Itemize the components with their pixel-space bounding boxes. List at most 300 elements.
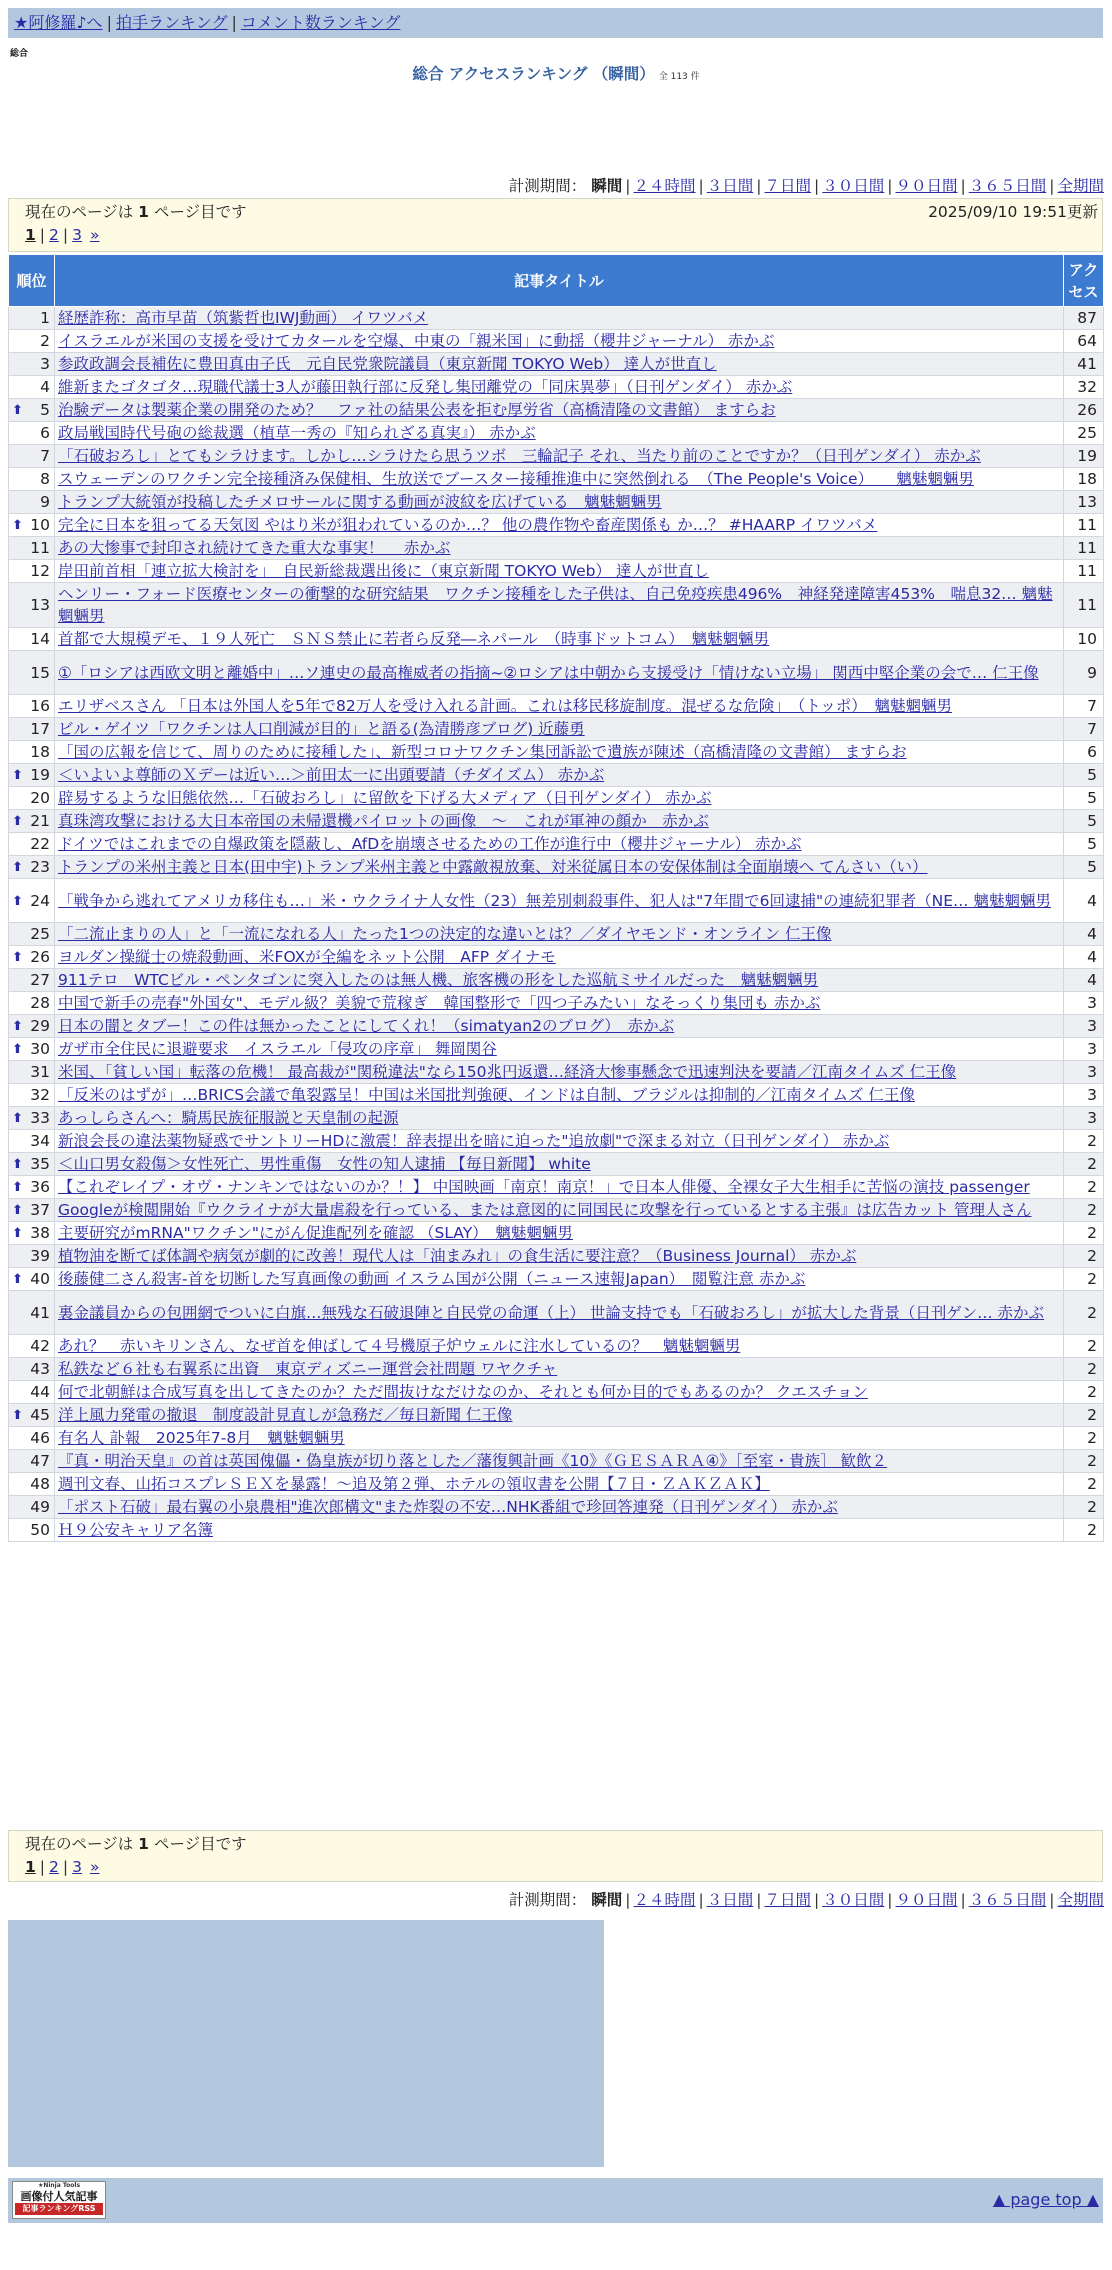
article-link[interactable]: 「戦争から逃れてアメリカ移住も…」米・ウクライナ人女性（23）無差別刺殺事件、犯人は"7年間で6回逮捕"の連続犯罪者（NE… 魑魅魍魎男 — [58, 891, 1051, 910]
rank-number: 49 — [30, 1498, 50, 1516]
rank-number: 9 — [40, 493, 50, 511]
rank-cell — [9, 1015, 55, 1038]
rank-cell — [9, 946, 55, 969]
rank-number: 7 — [40, 447, 50, 465]
title-cell — [55, 537, 1064, 560]
article-link[interactable]: 911テロ WTCビル・ペンタゴンに突入したのは無人機、旅客機の形をした巡航ミサイルだった 魑魅魍魎男 — [58, 971, 819, 989]
rank-number: 45 — [30, 1406, 50, 1424]
access-count: 2 — [1064, 1496, 1104, 1519]
article-link[interactable]: ビル・ゲイツ「ワクチンは人口削減が目的」と語る(為清勝彦ブログ) 近藤勇 — [58, 720, 585, 738]
article-link[interactable]: 「反米のはずが」…BRICS会議で亀裂露呈！中国は米国批判強硬、インドは自制、ブラジルは抑制的／江南タイムズ 仁王像 — [58, 1086, 915, 1104]
title-cell — [55, 1038, 1064, 1061]
table-row — [9, 1427, 1104, 1450]
table-row — [9, 1084, 1104, 1107]
article-link[interactable]: 後藤健二さん殺害-首を切断した写真画像の動画 イスラム国が公開（ニュース速報Japan） 閲覧注意 赤かぶ — [58, 1270, 806, 1288]
rank-number: 10 — [30, 516, 50, 534]
article-link[interactable]: 「二流止まりの人」と「一流になれる人」たった1つの決定的な違いとは？／ダイヤモンド・オンライン 仁王像 — [58, 925, 832, 943]
table-row — [9, 1381, 1104, 1404]
article-link[interactable]: 日本の闇とタブー！この件は無かったことにしてくれ！（simatyan2のブログ） 赤かぶ — [58, 1017, 675, 1035]
access-count: 4 — [1064, 879, 1104, 923]
article-link[interactable]: あれ？ 赤いキリンさん、なぜ首を伸ばして４号機原子炉ウェルに注水しているの？ 魑魅魍魎男 — [58, 1337, 741, 1355]
rank-number: 18 — [30, 743, 50, 761]
title-cell — [55, 468, 1064, 491]
nav-link-asyura[interactable]: ★阿修羅♪へ — [14, 13, 103, 32]
page-3-link[interactable]: 3 — [72, 1858, 83, 1876]
table-row — [9, 353, 1104, 376]
article-link[interactable]: 主要研究がmRNA"ワクチン"にがん促進配列を確認 （SLAY） 魑魅魍魎男 — [58, 1224, 573, 1242]
title-cell — [55, 946, 1064, 969]
footer — [8, 2178, 1103, 2223]
table-row — [9, 1473, 1104, 1496]
title-cell — [55, 810, 1064, 833]
pager-bottom — [8, 1830, 1103, 1882]
table-row — [9, 330, 1104, 353]
rank-cell — [9, 992, 55, 1015]
table-row — [9, 376, 1104, 399]
rank-cell — [9, 1268, 55, 1291]
rank-up-arrow-icon: ⬆ — [12, 1042, 23, 1057]
access-count: 2 — [1064, 1176, 1104, 1199]
title-cell — [55, 923, 1064, 946]
ranking-header-row — [9, 255, 1104, 307]
period-link-365d[interactable]: ３６５日間 — [968, 1891, 1047, 1909]
table-row — [9, 491, 1104, 514]
access-count: 3 — [1064, 1015, 1104, 1038]
article-link[interactable]: ＜山口男女殺傷＞女性死亡、男性重傷 女性の知人逮捕 【毎日新聞】 white — [58, 1155, 591, 1173]
table-row — [9, 1176, 1104, 1199]
category-label: 総合 — [10, 49, 29, 59]
table-row — [9, 422, 1104, 445]
rank-number: 8 — [40, 470, 50, 488]
pagination: 1 | 2 | 3 » — [25, 226, 100, 244]
rank-number: 17 — [30, 720, 50, 738]
rank-number: 46 — [30, 1429, 50, 1447]
title-cell — [55, 1427, 1064, 1450]
period-link-30d[interactable]: ３０日間 — [822, 177, 885, 195]
access-count: 32 — [1064, 376, 1104, 399]
article-link[interactable]: Ｈ９公安キャリア名簿 — [58, 1521, 214, 1539]
rank-cell — [9, 1450, 55, 1473]
table-row — [9, 1153, 1104, 1176]
article-link[interactable]: 【これぞレイプ・オヴ・ナンキンではないのか？！】 中国映画「南京！南京！」で日本人俳優、全裸女子大生相手に苦悩の演技 passenger — [58, 1178, 1030, 1196]
table-row — [9, 1038, 1104, 1061]
article-link[interactable]: あの大惨事で封印され続けてきた重大な事実！ 赤かぶ — [58, 539, 451, 557]
title-cell — [55, 376, 1064, 399]
title-cell — [55, 651, 1064, 695]
rank-number: 15 — [30, 663, 50, 682]
title-cell — [55, 1199, 1064, 1222]
title-cell — [55, 1268, 1064, 1291]
rank-number: 21 — [30, 812, 50, 830]
article-link[interactable]: ＜いよいよ尊師のＸデーは近い…＞前田太一に出頭要請（チダイズム） 赤かぶ — [58, 766, 605, 784]
rank-up-arrow-icon: ⬆ — [12, 1180, 23, 1195]
rank-number: 50 — [30, 1521, 50, 1539]
access-count: 5 — [1064, 810, 1104, 833]
article-link[interactable]: 裏金議員からの包囲網でついに白旗…無残な石破退陣と自民党の命運（上） 世論支持でも「石破おろし」が拡大した背景（日刊ゲン… 赤かぶ — [58, 1303, 1045, 1322]
article-link[interactable]: 「国の広報を信じて、周りのために接種した」、新型コロナワクチン集団訴訟で遺族が陳述（高橋清隆の文書館） ますらお — [58, 743, 907, 761]
table-row — [9, 445, 1104, 468]
rank-number: 38 — [30, 1224, 50, 1242]
rank-number: 20 — [30, 789, 50, 807]
next-page-link[interactable]: » — [90, 226, 100, 244]
article-link[interactable]: 新浪会長の違法薬物疑惑でサントリーHDに激震！辞表提出を暗に迫った"追放劇"で深まる対立（日刊ゲンダイ） 赤かぶ — [58, 1132, 890, 1150]
rank-cell — [9, 422, 55, 445]
rank-cell — [9, 787, 55, 810]
rank-cell — [9, 810, 55, 833]
table-row — [9, 1199, 1104, 1222]
table-row — [9, 1450, 1104, 1473]
page-2-link[interactable]: 2 — [49, 1858, 59, 1876]
table-row — [9, 787, 1104, 810]
table-row — [9, 651, 1104, 695]
title-cell — [55, 1358, 1064, 1381]
article-link[interactable]: Googleが検閲開始『ウクライナが大量虐殺を行っている、または意図的に同国民に攻撃を行っているとする主張』は広告カット 管理人さん — [58, 1201, 1032, 1219]
article-link[interactable]: 『真・明治天皇』の首は英国傀儡・偽皇族が切り落とした／藩復興計画《10》《ＧＥＳＡＲＡ④》［至室・貴族］ 歓飲２ — [58, 1452, 888, 1470]
rank-number: 44 — [30, 1383, 50, 1401]
title-cell — [55, 1015, 1064, 1038]
rank-number: 39 — [30, 1247, 50, 1265]
article-link[interactable]: 完全に日本を狙ってる天気図 やはり米が狙われているのか…？ 他の農作物や畜産関係も か…？ #HAARP イワツバメ — [58, 516, 878, 534]
title-cell — [55, 560, 1064, 583]
title-cell — [55, 1519, 1064, 1542]
rank-number: 40 — [30, 1270, 50, 1288]
nav-separator: | — [106, 13, 112, 32]
access-count: 7 — [1064, 718, 1104, 741]
rank-cell — [9, 923, 55, 946]
rank-number: 2 — [40, 332, 50, 350]
rank-cell — [9, 491, 55, 514]
article-link[interactable]: 植物油を断てば体調や病気が劇的に改善！現代人は「油まみれ」の食生活に要注意？（Business Journal） 赤かぶ — [58, 1247, 857, 1265]
title-cell — [55, 1130, 1064, 1153]
rank-cell — [9, 1084, 55, 1107]
rank-cell — [9, 764, 55, 787]
title-cell — [55, 833, 1064, 856]
period-link-7d[interactable]: ７日間 — [764, 1891, 811, 1909]
period-link-90d[interactable]: ９０日間 — [895, 1891, 958, 1909]
rank-cell — [9, 330, 55, 353]
article-link[interactable]: 中国で新手の売春"外国女"、モデル級？美貌で荒稼ぎ 韓国整形で「四つ子みたい」なそっくり集団も 赤かぶ — [58, 994, 821, 1012]
article-link[interactable]: 真珠湾攻撃における大日本帝国の未帰還機パイロットの画像 ～ これが軍神の顔か 赤かぶ — [58, 812, 709, 830]
ranking-table — [8, 254, 1104, 1542]
rank-cell — [9, 1291, 55, 1335]
rank-number: 35 — [30, 1155, 50, 1173]
article-link[interactable]: ヘンリー・フォード医療センターの衝撃的な研究結果 ワクチン接種をした子供は、自己免疫疾患496% 神経発達障害453% 喘息32… 魑魅魍魎男 — [58, 585, 1053, 625]
rank-cell — [9, 651, 55, 695]
title-cell — [55, 628, 1064, 651]
article-link[interactable]: トランプ大統領が投稿したチメロサールに関する動画が波紋を広げている 魑魅魍魎男 — [58, 493, 662, 511]
rank-number: 28 — [30, 994, 50, 1012]
rank-up-arrow-icon: ⬆ — [12, 860, 23, 875]
table-row — [9, 1291, 1104, 1335]
access-count: 9 — [1064, 651, 1104, 695]
period-label: 計測期間： — [508, 177, 587, 195]
table-row — [9, 695, 1104, 718]
period-selector-bottom: 計測期間： 瞬間 | ２４時間 | ３日間 | ７日間 | ３０日間 | ９０日間 | ３６５日間 | 全期間 — [508, 1891, 1104, 1909]
rank-up-arrow-icon: ⬆ — [12, 1019, 23, 1034]
article-link[interactable]: 週刊文春、山拓コスプレＳＥＸを暴露！～追及第２弾、ホテルの領収書を公開【７日・ＺＡＫＺＡＫ】 — [58, 1475, 770, 1493]
page-3-link[interactable]: 3 — [72, 226, 83, 244]
nav-link-comment-ranking[interactable]: コメント数ランキング — [240, 13, 401, 32]
period-link-7d[interactable]: ７日間 — [764, 177, 811, 195]
rank-up-arrow-icon: ⬆ — [12, 518, 23, 533]
period-link-90d[interactable]: ９０日間 — [895, 177, 958, 195]
article-link[interactable]: ①「ロシアは西欧文明と離婚中」…ソ連史の最高権威者の指摘~②ロシアは中朝から支援受け「情けない立場」 関西中堅企業の会で… 仁王像 — [58, 663, 1039, 682]
table-row — [9, 833, 1104, 856]
article-link[interactable]: トランプの米州主義と日本(田中宇)トランプ米州主義と中露敵視放棄、対米従属日本の安保体制は全面崩壊へ てんさい（い） — [58, 858, 928, 876]
rank-cell — [9, 514, 55, 537]
title-cell — [55, 353, 1064, 376]
article-link[interactable]: 参政政調会長補佐に豊田真由子氏 元自民党衆院議員（東京新聞 TOKYO Web） 達人が世直し — [58, 355, 717, 373]
access-count: 3 — [1064, 992, 1104, 1015]
rank-up-arrow-icon: ⬆ — [12, 1408, 23, 1423]
page-title-text: 総合 アクセスランキング （瞬間） — [412, 65, 655, 83]
rank-cell — [9, 1245, 55, 1268]
rank-up-arrow-icon: ⬆ — [12, 814, 23, 829]
article-link[interactable]: 有名人 訃報 2025年7-8月 魑魅魍魎男 — [58, 1429, 345, 1447]
period-current: 瞬間 — [591, 177, 623, 195]
rank-number: 33 — [30, 1109, 50, 1127]
table-row — [9, 468, 1104, 491]
table-row — [9, 718, 1104, 741]
ad-placeholder — [8, 1920, 604, 2167]
table-row — [9, 810, 1104, 833]
title-cell — [55, 1404, 1064, 1427]
access-count: 4 — [1064, 946, 1104, 969]
access-count: 13 — [1064, 491, 1104, 514]
table-row — [9, 969, 1104, 992]
period-link-3d[interactable]: ３日間 — [706, 1891, 754, 1909]
rank-number: 22 — [30, 835, 50, 853]
table-row — [9, 537, 1104, 560]
rank-cell — [9, 1153, 55, 1176]
access-count: 4 — [1064, 923, 1104, 946]
article-link[interactable]: 政局戦国時代号砲の総裁選（植草一秀の『知られざる真実』） 赤かぶ — [58, 424, 536, 442]
rank-cell — [9, 560, 55, 583]
article-link[interactable]: 治験データは製薬企業の開発のため？ ファ社の結果公表を拒む厚労省（高橋清隆の文書館） ますらお — [58, 401, 776, 419]
access-count: 64 — [1064, 330, 1104, 353]
table-row — [9, 741, 1104, 764]
rank-cell — [9, 1222, 55, 1245]
rank-cell — [9, 537, 55, 560]
access-count: 11 — [1064, 583, 1104, 628]
ninja-tools-badge[interactable]: ★Ninja Tools 画像付人気記事 記事ランキングRSS — [12, 2181, 106, 2219]
access-count: 11 — [1064, 537, 1104, 560]
article-link[interactable]: 「石破おろし」とてもシラけます。しかし…シラけたら思うツボ 三輪記子 それ、当たり前のことですか？（日刊ゲンダイ） 赤かぶ — [58, 447, 981, 465]
title-cell — [55, 1473, 1064, 1496]
period-link-3d[interactable]: ３日間 — [706, 177, 754, 195]
table-row — [9, 1358, 1104, 1381]
rank-number: 30 — [30, 1040, 50, 1058]
rank-number: 32 — [30, 1086, 50, 1104]
rank-cell — [9, 969, 55, 992]
table-row — [9, 1268, 1104, 1291]
article-link[interactable]: ヨルダン操縦士の焼殺動画、米FOXが全編をネット公開 AFP ダイナモ — [58, 948, 556, 966]
table-row — [9, 399, 1104, 422]
access-count: 11 — [1064, 560, 1104, 583]
table-row — [9, 1015, 1104, 1038]
header-access: アクセス — [1064, 255, 1104, 307]
title-cell — [55, 514, 1064, 537]
rank-cell — [9, 1519, 55, 1542]
access-count: 19 — [1064, 445, 1104, 468]
period-link-24h[interactable]: ２４時間 — [633, 1891, 696, 1909]
article-link[interactable]: 辟易するような旧態依然…「石破おろし」に留飲を下げる大メディア（日刊ゲンダイ） 赤かぶ — [58, 789, 712, 807]
title-cell — [55, 856, 1064, 879]
article-link[interactable]: 洋上風力発電の撤退 制度設計見直しが急務だ／毎日新聞 仁王像 — [58, 1406, 513, 1424]
table-row — [9, 1245, 1104, 1268]
period-link-all[interactable]: 全期間 — [1057, 177, 1104, 195]
title-cell — [55, 764, 1064, 787]
table-row — [9, 923, 1104, 946]
title-cell — [55, 583, 1064, 628]
rank-number: 25 — [30, 925, 50, 943]
nav-link-applause-ranking[interactable]: 拍手ランキング — [115, 13, 228, 32]
rank-cell — [9, 1427, 55, 1450]
rank-number: 5 — [40, 401, 50, 419]
access-count: 2 — [1064, 1153, 1104, 1176]
table-row — [9, 764, 1104, 787]
article-link[interactable]: 首都で大規模デモ、１９人死亡 ＳＮＳ禁止に若者ら反発―ネパール （時事ドットコム） 魑魅魍魎男 — [58, 630, 770, 648]
page-1-current: 1 — [25, 226, 36, 244]
rank-cell — [9, 445, 55, 468]
article-link[interactable]: あっしらさんへ：騎馬民族征服説と天皇制の起源 — [58, 1109, 399, 1127]
rank-up-arrow-icon: ⬆ — [12, 1111, 23, 1126]
access-count: 3 — [1064, 1061, 1104, 1084]
title-cell — [55, 1153, 1064, 1176]
article-link[interactable]: 維新またゴタゴタ…現職代議士3人が藤田執行部に反発し集団離党の「同床異夢」（日刊ゲンダイ） 赤かぶ — [58, 378, 793, 396]
access-count: 18 — [1064, 468, 1104, 491]
title-cell — [55, 422, 1064, 445]
rank-cell — [9, 307, 55, 330]
rank-number: 42 — [30, 1337, 50, 1355]
access-count: 2 — [1064, 1199, 1104, 1222]
table-row — [9, 307, 1104, 330]
title-cell — [55, 1061, 1064, 1084]
access-count: 6 — [1064, 741, 1104, 764]
rank-number: 11 — [30, 539, 50, 557]
title-cell — [55, 1245, 1064, 1268]
article-link[interactable]: イスラエルが米国の支援を受けてカタールを空爆、中東の「親米国」に動揺（櫻井ジャーナル） 赤かぶ — [58, 332, 775, 350]
access-count: 26 — [1064, 399, 1104, 422]
access-count: 25 — [1064, 422, 1104, 445]
rank-cell — [9, 1381, 55, 1404]
access-count: 2 — [1064, 1130, 1104, 1153]
period-label: 計測期間： — [508, 1891, 587, 1909]
rank-number: 37 — [30, 1201, 50, 1219]
table-row — [9, 1496, 1104, 1519]
article-link[interactable]: 私鉄など６社も右翼系に出資 東京ディズニー運営会社問題 ワヤクチャ — [58, 1360, 558, 1378]
article-link[interactable]: スウェーデンのワクチン完全接種済み保健相、生放送でブースター接種推進中に突然倒れる （The People's Voice） 魑魅魍魎男 — [58, 470, 974, 488]
rank-up-arrow-icon: ⬆ — [12, 1272, 23, 1287]
rank-number: 12 — [30, 562, 50, 580]
title-cell — [55, 399, 1064, 422]
rank-cell — [9, 1176, 55, 1199]
access-count: 2 — [1064, 1291, 1104, 1335]
rank-up-arrow-icon: ⬆ — [12, 403, 23, 418]
page-title — [0, 62, 1112, 84]
rank-number: 19 — [30, 766, 50, 784]
access-count: 5 — [1064, 833, 1104, 856]
page-2-link[interactable]: 2 — [49, 226, 59, 244]
access-count: 11 — [1064, 514, 1104, 537]
title-cell — [55, 491, 1064, 514]
article-link[interactable]: ガザ市全住民に退避要求 イスラエル「侵攻の序章」 舞岡関谷 — [58, 1040, 497, 1058]
next-page-link[interactable]: » — [90, 1858, 100, 1876]
rank-number: 48 — [30, 1475, 50, 1493]
rank-cell — [9, 1496, 55, 1519]
rank-number: 29 — [30, 1017, 50, 1035]
article-link[interactable]: 岸田前首相「連立拡大検討を」 自民新総裁選出後に（東京新聞 TOKYO Web） 達人が世直し — [58, 562, 709, 580]
rank-number: 14 — [30, 630, 50, 648]
updated-time: 2025/09/10 19:51更新 — [928, 203, 1098, 221]
table-row — [9, 560, 1104, 583]
rank-cell — [9, 833, 55, 856]
total-count: 全 113 件 — [658, 72, 700, 82]
rank-up-arrow-icon: ⬆ — [12, 893, 23, 909]
rank-cell — [9, 879, 55, 923]
title-cell — [55, 992, 1064, 1015]
article-link[interactable]: ドイツではこれまでの自爆政策を隠蔽し、AfDを崩壊させるための工作が進行中（櫻井ジャーナル） 赤かぶ — [58, 835, 802, 853]
title-cell — [55, 1335, 1064, 1358]
rank-cell — [9, 583, 55, 628]
table-row — [9, 1222, 1104, 1245]
access-count: 2 — [1064, 1358, 1104, 1381]
access-count: 2 — [1064, 1450, 1104, 1473]
rank-cell — [9, 399, 55, 422]
period-link-all[interactable]: 全期間 — [1057, 1891, 1104, 1909]
table-row — [9, 628, 1104, 651]
period-link-30d[interactable]: ３０日間 — [822, 1891, 885, 1909]
rank-up-arrow-icon: ⬆ — [12, 1203, 23, 1218]
title-cell — [55, 307, 1064, 330]
period-selector-top: 計測期間： 瞬間 | ２４時間 | ３日間 | ７日間 | ３０日間 | ９０日間 | ３６５日間 | 全期間 — [508, 177, 1104, 195]
period-link-365d[interactable]: ３６５日間 — [968, 177, 1047, 195]
rank-up-arrow-icon: ⬆ — [12, 1226, 23, 1241]
rank-number: 31 — [30, 1063, 50, 1081]
rank-number: 24 — [30, 891, 50, 910]
rank-cell — [9, 1335, 55, 1358]
table-row — [9, 1107, 1104, 1130]
page-top-link[interactable]: ▲ page top ▲ — [992, 2190, 1099, 2209]
rank-number: 26 — [30, 948, 50, 966]
title-cell — [55, 1222, 1064, 1245]
rank-number: 13 — [30, 596, 50, 614]
article-link[interactable]: 「ポスト石破」最右翼の小泉農相"進次郎構文"また炸裂の不安…NHK番組で珍回答連発（日刊ゲンダイ） 赤かぶ — [58, 1498, 838, 1516]
title-cell — [55, 1496, 1064, 1519]
table-row — [9, 856, 1104, 879]
rank-number: 34 — [30, 1132, 50, 1150]
article-link[interactable]: エリザベスさん 「日本は外国人を5年で82万人を受け入れる計画。これは移民移旋制度。混ぜるな危険」 （トッポ） 魑魅魍魎男 — [58, 697, 952, 715]
title-cell — [55, 879, 1064, 923]
article-link[interactable]: 経歴詐称：高市早苗（筑紫哲也IWJ動画） イワツバメ — [58, 309, 429, 327]
pagination: 1 | 2 | 3 » — [25, 1858, 100, 1876]
article-link[interactable]: 何で北朝鮮は合成写真を出してきたのか？ただ間抜けなだけなのか、それとも何か目的でもあるのか？ クエスチョン — [58, 1383, 868, 1401]
access-count: 2 — [1064, 1473, 1104, 1496]
header-title: 記事タイトル — [55, 255, 1064, 307]
access-count: 7 — [1064, 695, 1104, 718]
table-row — [9, 992, 1104, 1015]
table-row — [9, 946, 1104, 969]
title-cell — [55, 1450, 1064, 1473]
rank-cell — [9, 856, 55, 879]
article-link[interactable]: 米国、「貧しい国」転落の危機！ 最高裁が"関税違法"なら150兆円返還…経済大惨事懸念で迅速判決を要請／江南タイムズ 仁王像 — [58, 1063, 957, 1081]
header-rank: 順位 — [9, 255, 55, 307]
rank-cell — [9, 376, 55, 399]
rank-number: 1 — [40, 309, 50, 327]
access-count: 2 — [1064, 1519, 1104, 1542]
period-link-24h[interactable]: ２４時間 — [633, 177, 696, 195]
rank-number: 4 — [40, 378, 50, 396]
